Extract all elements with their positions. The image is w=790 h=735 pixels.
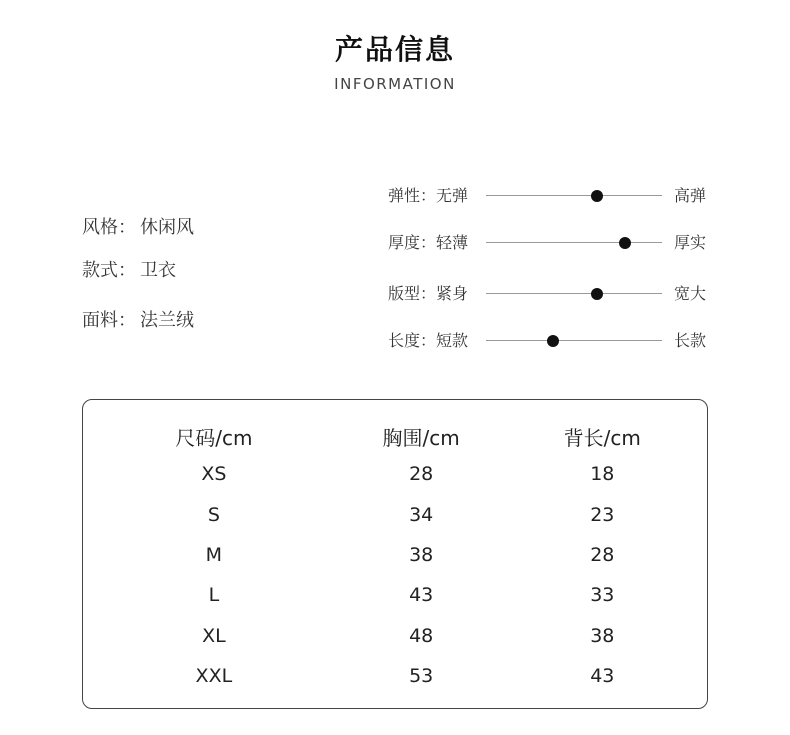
page-title: 产品信息 [334,33,455,66]
attribute-value: 法兰绒 [140,310,194,331]
cell-back-length: 18 [590,463,615,486]
scale-track [486,242,662,243]
table-row [83,575,707,615]
cell-chest: 43 [409,584,434,607]
table-row [83,656,707,696]
attribute-label: 款式 [82,260,118,281]
attribute-value: 休闲风 [140,217,194,238]
scale-elasticity [388,184,718,208]
attribute-label: 面料 [82,310,118,331]
scale-label: 厚度：轻薄 [388,233,469,252]
attribute-fabric [82,306,194,332]
scale-right-label: 厚实 [674,233,707,252]
cell-size: L [208,584,220,607]
size-table-grid [83,418,707,696]
scale-label: 长度：短款 [388,331,469,350]
cell-back-length: 28 [590,543,615,566]
scale-track [486,340,662,341]
size-table [82,399,708,709]
attribute-separator: ： [118,217,136,238]
cell-chest: 48 [409,624,434,647]
cell-back-length: 38 [590,624,615,647]
scale-label: 版型：紧身 [388,284,469,303]
scale-thickness [388,231,718,255]
page-subtitle: INFORMATION [334,75,456,93]
scale-right-label: 高弹 [674,186,707,205]
cell-size: XS [201,463,227,486]
attribute-separator: ： [118,260,136,281]
attribute-value: 卫衣 [140,260,176,281]
cell-chest: 28 [409,463,434,486]
scale-length [388,329,718,353]
attribute-label: 风格 [82,217,118,238]
scale-indicator [591,190,603,202]
scale-indicator [547,335,559,347]
scale-label: 弹性：无弹 [388,186,469,205]
column-header-size: 尺码/cm [175,425,253,450]
column-header-chest: 胸围/cm [382,425,460,450]
attribute-style [82,213,194,239]
scale-right-label: 宽大 [674,284,707,303]
scale-track [486,195,662,196]
column-header-back-length: 背长/cm [563,425,641,450]
cell-back-length: 43 [590,665,615,688]
cell-chest: 34 [409,503,434,526]
cell-size: M [205,543,223,566]
cell-size: S [207,503,220,526]
scale-right-label: 长款 [674,331,707,350]
cell-size: XXL [195,665,233,688]
table-row [83,494,707,534]
cell-chest: 38 [409,543,434,566]
cell-chest: 53 [409,665,434,688]
cell-back-length: 23 [590,503,615,526]
attribute-separator: ： [118,310,136,331]
table-row [83,616,707,656]
attribute-type [82,256,176,282]
cell-size: XL [202,624,226,647]
table-row [83,535,707,575]
table-row [83,454,707,494]
scale-track [486,293,662,294]
scale-indicator [619,237,631,249]
scale-indicator [591,288,603,300]
cell-back-length: 33 [590,584,615,607]
table-header-row [83,418,707,454]
scale-fit [388,282,718,306]
